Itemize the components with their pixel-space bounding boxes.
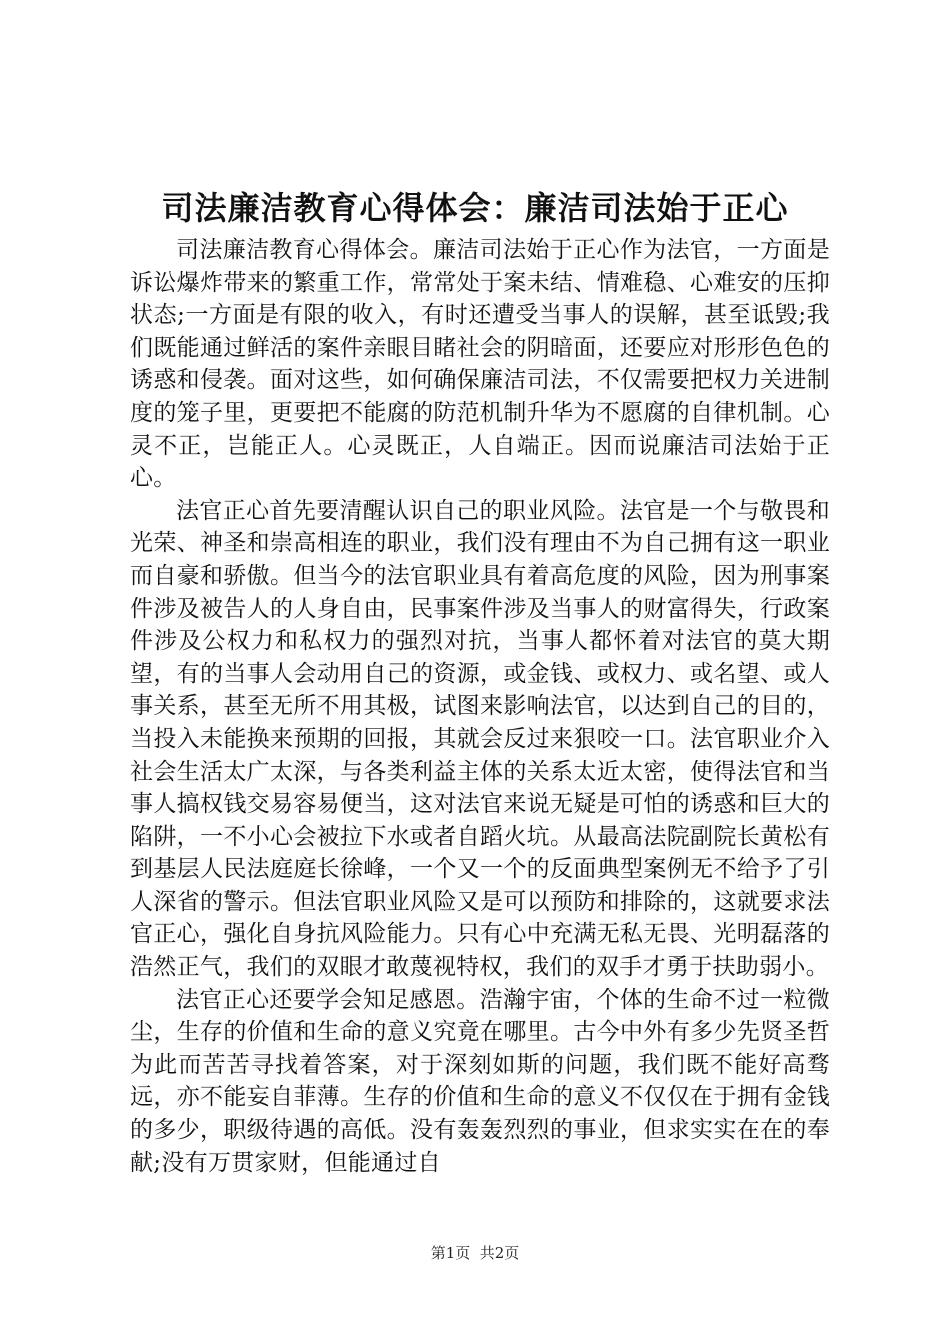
paragraph-gratitude: 法官正心还要学会知足感恩。浩瀚宇宙，个体的生命不过一粒微尘，生存的价值和生命的意义究竟在哪里。古今中外有多少先贤圣哲为此而苦苦寻找着答案，对于深刻如斯的问题，我们既不能好高骛远，亦不能妄自菲薄。生存的价值和生命的意义不仅仅在于拥有金钱的多少，职级待遇的高低。没有轰轰烈烈的事业，但求实实在在的奉献;没有万贯家财，但能通过自 [130, 986, 830, 1176]
document-body [130, 234, 830, 1179]
document-title: 司法廉洁教育心得体会：廉洁司法始于正心 [161, 189, 789, 227]
paragraph-career-risk: 法官正心首先要清醒认识自己的职业风险。法官是一个与敬畏和光荣、神圣和崇高相连的职业，我们没有理由不为自己拥有这一职业而自豪和骄傲。但当今的法官职业具有着高危度的风险，因为刑事案件涉及被告人的人身自由，民事案件涉及当事人的财富得失，行政案件涉及公权力和私权力的强烈对抗，当事人都怀着对法官的莫大期望，有的当事人会动用自己的资源，或金钱、或权力、或名望、或人事关系，甚至无所不用其极，试图来影响法官，以达到自己的目的，当投入未能换来预期的回报，其就会反过来狠咬一口。法官职业介入社会生活太广太深，与各类利益主体的关系太近太密，使得法官和当事人搞权钱交易容易便当，这对法官来说无疑是可怕的诱惑和巨大的陷阱，一不小心会被拉下水或者自蹈火坑。从最高法院副院长黄松有到基层人民法庭庭长徐峰，一个又一个的反面典型案例无不给予了引人深省的警示。但法官职业风险又是可以预防和排除的，这就要求法官正心，强化自身抗风险能力。只有心中充满无私无畏、光明磊落的浩然正气，我们的双眼才敢蔑视特权，我们的双手才勇于扶助弱小。 [130, 497, 830, 981]
page-footer [0, 1243, 950, 1263]
paragraph-intro: 司法廉洁教育心得体会。廉洁司法始于正心作为法官，一方面是诉讼爆炸带来的繁重工作，常常处于案未结、情难稳、心难安的压抑状态;一方面是有限的收入，有时还遭受当事人的误解，甚至诋毁;我们既能通过鲜活的案件亲眼目睹社会的阴暗面，还要应对形形色色的诱惑和侵袭。面对这些，如何确保廉洁司法，不仅需要把权力关进制度的笼子里，更要把不能腐的防范机制升华为不愿腐的自律机制。心灵不正，岂能正人。心灵既正，人自端正。因而说廉洁司法始于正心。 [130, 237, 830, 492]
page-number-label: 第1页 共2页 [430, 1244, 520, 1262]
